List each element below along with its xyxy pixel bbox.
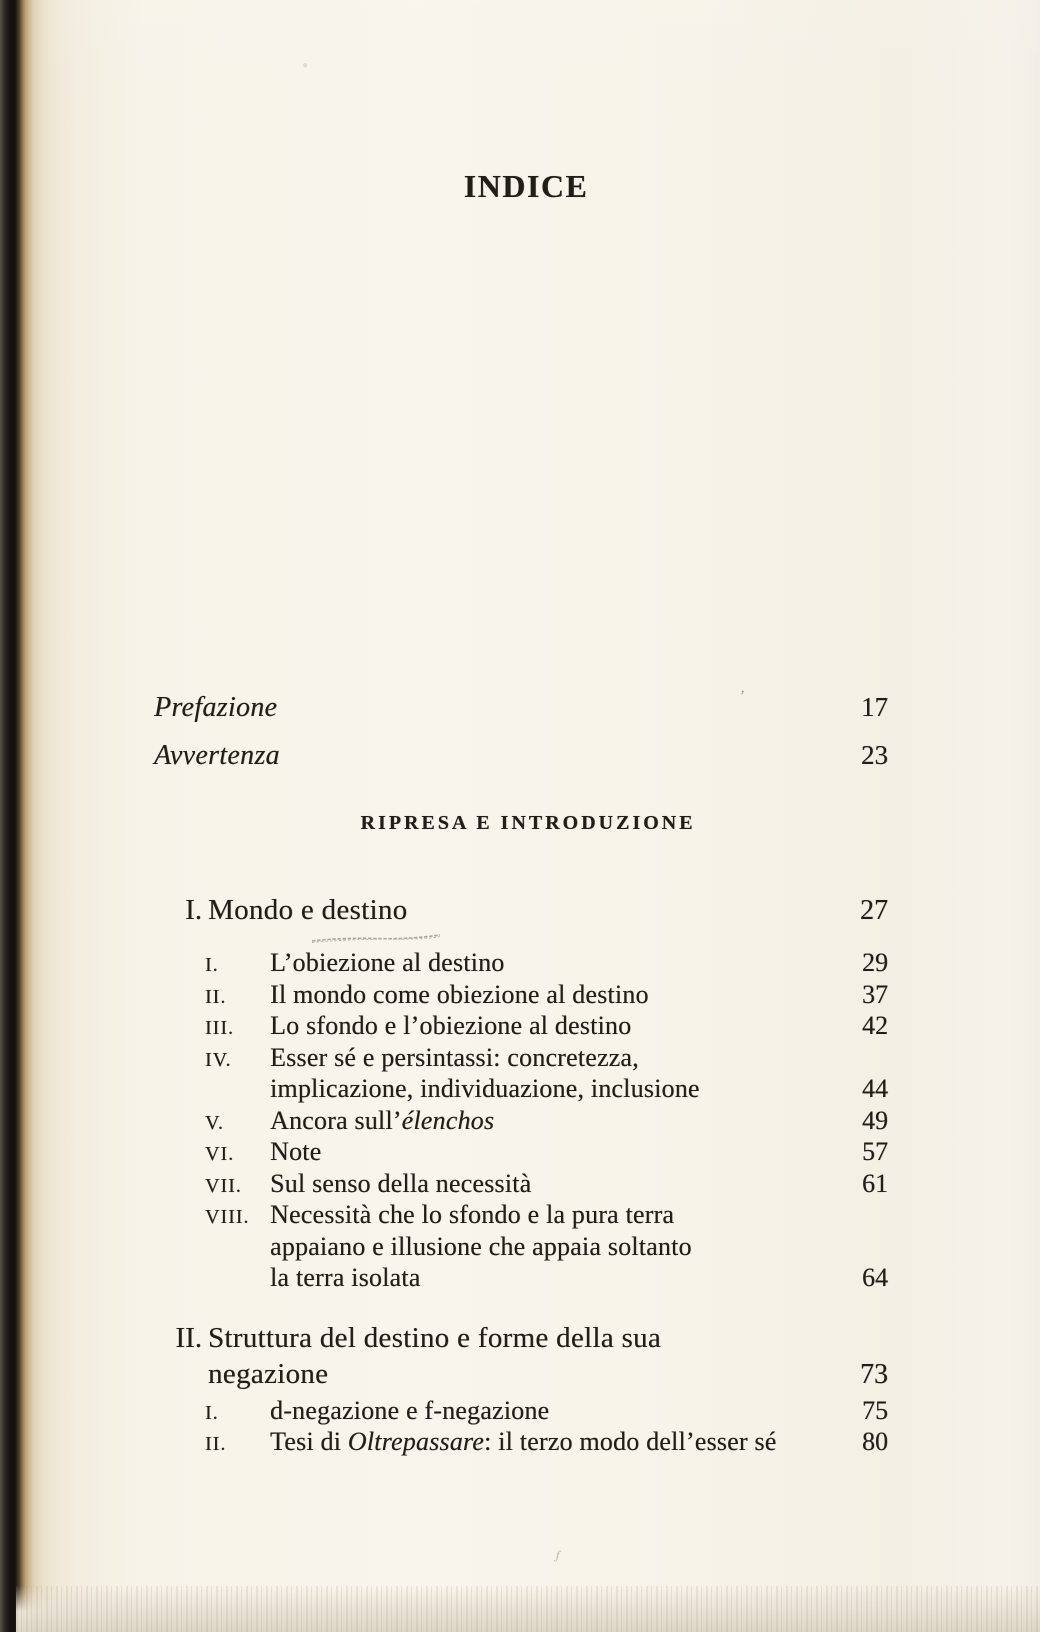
toc-item (150, 1043, 888, 1075)
front-matter-row (152, 740, 888, 774)
toc-item (150, 1427, 888, 1459)
page-title: INDICE (463, 168, 589, 204)
item-numeral: VII. (205, 1175, 242, 1197)
page-number: 64 (862, 1263, 888, 1292)
chapter-title: negazione (208, 1358, 329, 1390)
page-number: 57 (862, 1137, 888, 1166)
scan-speck: ’ (740, 688, 745, 704)
item-title: Lo sfondo e l’obiezione al destino (270, 1011, 632, 1040)
item-numeral: III. (205, 1017, 234, 1039)
front-matter-row (152, 692, 888, 726)
scan-speck: ● (302, 60, 309, 71)
item-title: Sul senso della necessità (270, 1169, 532, 1198)
item-title: Il mondo come obiezione al destino (270, 980, 649, 1009)
item-numeral: VI. (205, 1143, 235, 1165)
item-numeral: II. (205, 986, 227, 1008)
toc-item (150, 1106, 888, 1138)
item-numeral: II. (205, 1433, 227, 1455)
toc-item-continuation (150, 1074, 888, 1106)
page-number: 23 (861, 740, 888, 770)
toc-item (150, 948, 888, 980)
chapter-numeral: II. (175, 1322, 202, 1354)
page-number: 75 (862, 1396, 888, 1425)
item-title: la terra isolata (270, 1263, 421, 1292)
page-number: 80 (862, 1427, 888, 1456)
chapter-title: Struttura del destino e forme della sua (208, 1322, 662, 1354)
front-label: Avvertenza (154, 740, 280, 771)
page-number: 29 (862, 948, 888, 977)
page-number: 61 (862, 1169, 888, 1198)
page-number: 37 (862, 980, 888, 1009)
chapter-2-heading-line1 (150, 1322, 888, 1362)
chapter-title: Mondo e destino (208, 894, 408, 926)
item-title: Ancora sull’élenchos (270, 1106, 495, 1135)
page-number: 44 (862, 1074, 888, 1103)
item-title: Necessità che lo sfondo e la pura terra (270, 1200, 675, 1229)
front-label: Prefazione (154, 692, 278, 723)
scan-speck: 𝆑 (556, 1548, 560, 1562)
chapter-2-heading-line2 (150, 1358, 888, 1398)
item-title: Tesi di Oltrepassare: il terzo modo dell’esser sé (270, 1427, 777, 1456)
item-title: Esser sé e persintassi: concretezza, (270, 1043, 639, 1072)
item-numeral: I. (205, 1402, 219, 1424)
page-number: 49 (862, 1106, 888, 1135)
toc-item (150, 980, 888, 1012)
page-number: 42 (862, 1011, 888, 1040)
toc-item (150, 1396, 888, 1428)
item-title: implicazione, individuazione, inclusione (270, 1074, 700, 1103)
toc-item-continuation (150, 1263, 888, 1295)
item-title: appaiano e illusione che appaia soltanto (270, 1232, 692, 1261)
toc-item-continuation (150, 1232, 888, 1264)
item-numeral: IV. (205, 1049, 232, 1071)
page-edge-texture (16, 1586, 1040, 1632)
page-number: 73 (860, 1359, 888, 1390)
page-number: 17 (861, 692, 888, 722)
item-title: Note (270, 1137, 322, 1166)
item-numeral: V. (205, 1112, 224, 1134)
item-title: L’obiezione al destino (270, 948, 505, 977)
page-number: 27 (860, 895, 888, 926)
item-numeral: I. (205, 954, 219, 976)
toc-item (150, 1169, 888, 1201)
item-title: d-negazione e f-negazione (270, 1396, 550, 1425)
item-numeral: VIII. (205, 1206, 250, 1228)
chapter-numeral: I. (185, 894, 202, 926)
toc-item (150, 1200, 888, 1232)
toc-item (150, 1011, 888, 1043)
part-heading: RIPRESA E INTRODUZIONE (360, 812, 696, 834)
pencil-underline (310, 932, 442, 944)
toc-item (150, 1137, 888, 1169)
chapter-1-heading (150, 894, 888, 934)
